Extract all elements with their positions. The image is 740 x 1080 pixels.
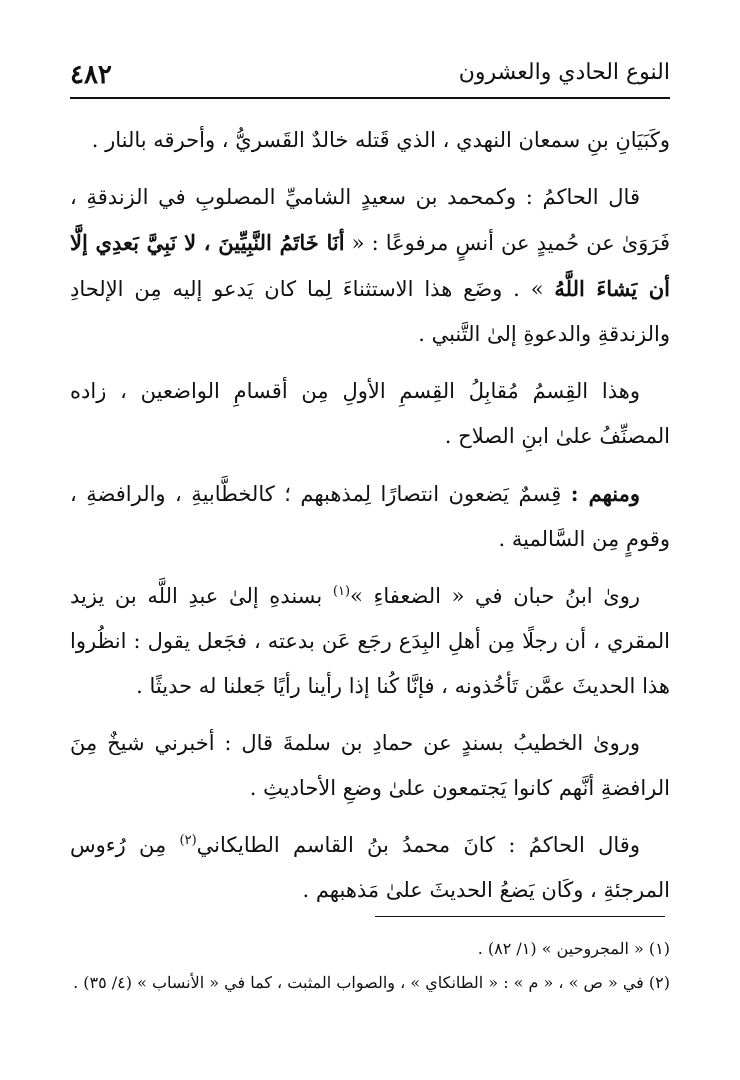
paragraph-text: وهذا القِسمُ مُقابِلُ القِسمِ الأولِ مِن أقسامِ الواضعين ، زاده المصنِّفُ علىٰ ابنِ الصلاح .: [70, 379, 670, 448]
footnote-rule: [375, 916, 665, 917]
chapter-title: النوع الحادي والعشرون: [458, 60, 670, 85]
paragraph-text: وقال الحاكمُ : كانَ محمدُ بنُ القاسم الطايكاني: [196, 833, 640, 857]
page-number: ٤٨٢: [70, 60, 112, 90]
main-text: [70, 118, 670, 925]
paragraph-text: مِن رُءوس المرجئةِ ، وكَان يَضعُ الحديثَ علىٰ مَذهبهم .: [70, 833, 670, 902]
paragraph: [70, 175, 670, 357]
paragraph: [70, 823, 670, 913]
running-header: [70, 58, 670, 98]
footnotes: [70, 932, 670, 1000]
paragraph-text: بسندهِ إلىٰ عبدِ اللَّه بن يزيد المقري ، أن رجلًا مِن أهلِ البِدَع رجَع عَن بدعته ، فجَعل يقول : انظُروا هذا الحديثَ عمَّن تَأخُذونه ، فإنَّا كُنا إذا رأينا رأيًا جَعلنا له حديثًا .: [70, 584, 670, 698]
footnote-ref[interactable]: (٢): [179, 833, 197, 848]
paragraph-text: قِسمٌ يَضعون انتصارًا لِمذهبهم ؛ كالخطَّابيةِ ، والرافضةِ ، وقومٍ مِن السَّالمية .: [70, 482, 670, 551]
paragraph-text: قال الحاكمُ : وكمحمد بن سعيدٍ الشاميِّ المصلوبِ في الزندقةِ ، فَرَوَىٰ عن حُميدٍ عن أنسٍ مرفوعًا : «: [70, 185, 670, 255]
bold-lead: ومنهم :: [570, 481, 640, 506]
footnote: (٢) في « ص » ، « م » : « الطانكاي » ، والصواب المثبت ، كما في « الأنساب » (٤/ ٣٥) .: [73, 973, 670, 992]
paragraph-text: وروىٰ الخطيبُ بسندٍ عن حمادِ بن سلمةَ قال : أخبرني شيخٌ مِنَ الرافضةِ أنَّهم كانوا يَجتمعون علىٰ وضعِ الأحاديثِ .: [70, 731, 670, 800]
paragraph: [70, 721, 670, 811]
footnote-ref[interactable]: (١): [332, 584, 351, 599]
paragraph: [70, 118, 670, 163]
hadith-quote: أنَا خَاتَمُ النَّبِيِّينَ ، لا نَبِيَّ بَعدِي إلَّا أن يَشاءَ اللَّهُ: [70, 230, 670, 301]
paragraph: [70, 471, 670, 562]
paragraph: [70, 369, 670, 459]
paragraph: [70, 574, 670, 709]
footnote: (١) « المجروحين » (١/ ٨٢) .: [477, 939, 670, 958]
paragraph-text: روىٰ ابنُ حبان في « الضعفاءِ »: [350, 584, 640, 608]
header-rule: [70, 97, 670, 99]
paragraph-text: » . وضَع هذا الاستثناءَ لِما كان يَدعو إليه مِن الإلحادِ والزندقةِ والدعوةِ إلىٰ التَّنبي .: [70, 277, 670, 346]
paragraph-text: وكَبَيَانِ بنِ سمعان النهدي ، الذي قَتله خالدٌ القَسريُّ ، وأحرقه بالنار .: [91, 128, 670, 152]
